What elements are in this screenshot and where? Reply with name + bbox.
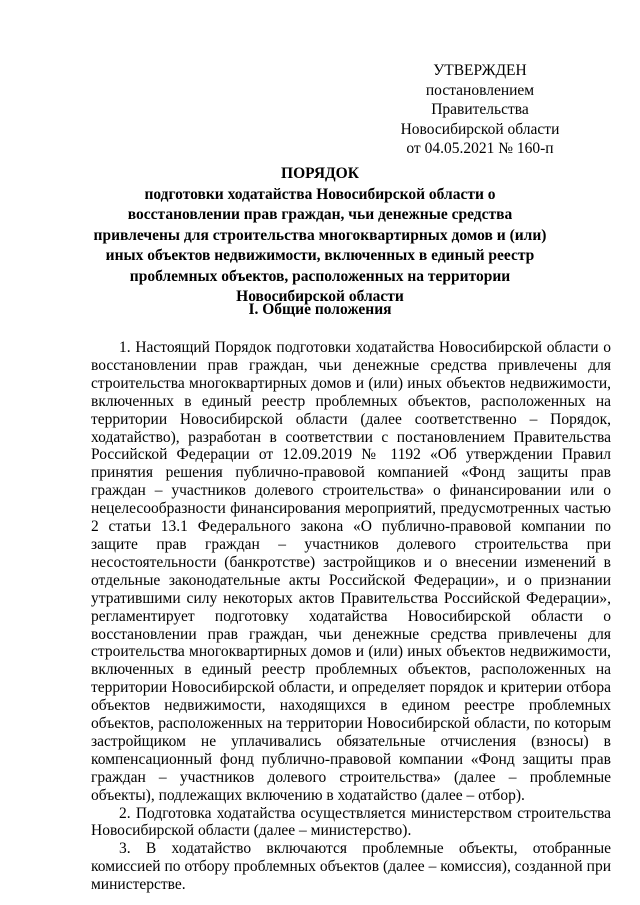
approval-date-number: от 04.05.2021 № 160-п [406, 140, 554, 157]
document-heading: ПОРЯДОК [281, 165, 359, 182]
paragraph-2: 2. Подготовка ходатайства осуществляется министерством строительства Новосибирской области (далее – министерство). [91, 804, 611, 840]
paragraph-3: 3. В ходатайство включаются проблемные объекты, отобранные комиссией по отбору проблемных объектов (далее – комиссия), созданной при министерстве. [91, 840, 611, 894]
approval-stamp [380, 61, 580, 159]
approval-status: УТВЕРЖДЕН [433, 62, 527, 79]
section-heading: I. Общие положения [248, 301, 392, 318]
paragraph-1: 1. Настоящий Порядок подготовки ходатайства Новосибирской области о восстановлении прав граждан, чьи денежные средства привлечены для строительства многоквартирных домов и (или) иных объектов недвижимости, включенных в единый реестр проблемных объектов, расположенных на территории Новосибирской области (далее соответственно – Порядок, ходатайство), разработан в соответствии с постановлением Правительства Российской Федерации от 12.09.2019 № 1192 «Об утверждении Правил принятия решения публично-правовой компанией «Фонд защиты прав граждан – участников долевого строительства» о финансировании или о нецелесообразности финансирования мероприятий, предусмотренных частью 2 статьи 13.1 Федерального закона «О публично-правовой компании по защите прав граждан – участников долевого строительства при несостоятельности (банкротстве) застройщиков и о внесении изменений в отдельные законодательные акты Российской Федерации», и о признании утратившими силу некоторых актов Правительства Российской Федерации», регламентирует подготовку ходатайства Новосибирской области о восстановлении прав граждан, чьи денежные средства привлечены для строительства многоквартирных домов и (или) иных объектов недвижимости, включенных в единый реестр проблемных объектов, расположенных на территории Новосибирской области, и определяет порядок и критерии отбора объектов недвижимости, находящихся в едином реестре проблемных объектов, расположенных на территории Новосибирской области, по которым застройщиком не уплачивались обязательные отчисления (взносы) в компенсационный фонд публично-правовой компании «Фонд защиты прав граждан – участников долевого строительства» (далее – проблемные объекты), подлежащих включению в ходатайство (далее – отбор). [91, 339, 611, 804]
document-subtitle: подготовки ходатайства Новосибирской области о восстановлении прав граждан, чьи денежные средства привлечены для строительства многоквартирных домов и (или) иных объектов недвижимости, включенных в единый реестр проблемных объектов, расположенных на территории Новосибирской области [93, 185, 547, 305]
document-body [91, 339, 611, 894]
approval-decree-type: постановлением Правительства [425, 81, 535, 118]
approval-region: Новосибирской области [400, 120, 560, 138]
document-title [90, 164, 550, 308]
